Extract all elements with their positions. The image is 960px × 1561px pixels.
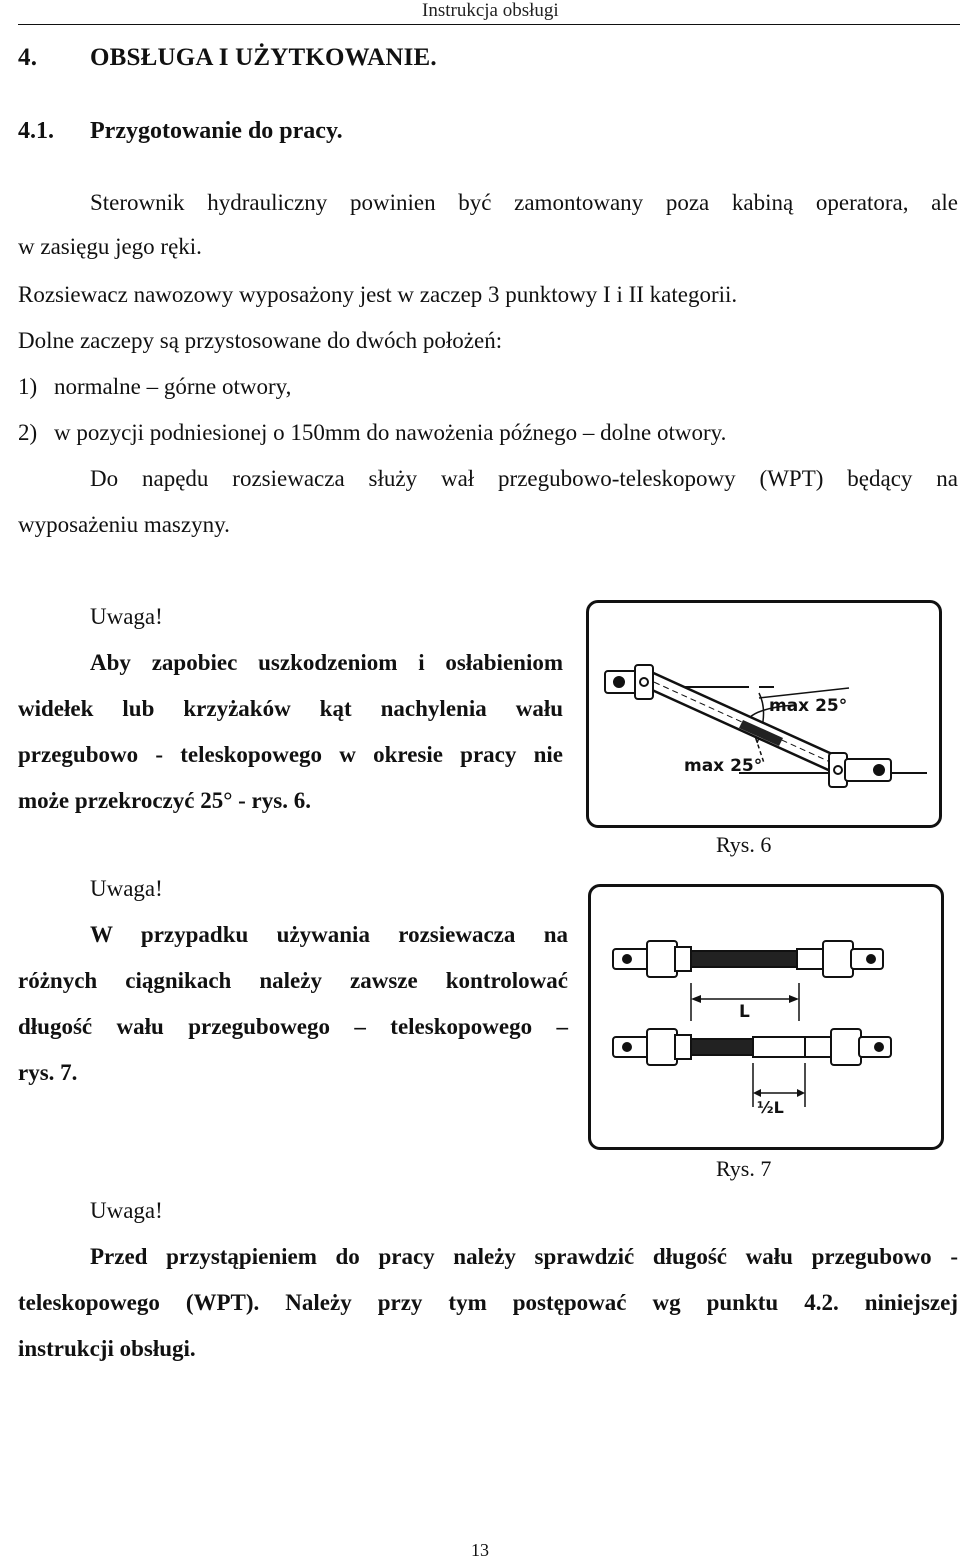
paragraph-1-line-1: Sterownik hydrauliczny powinien być zamontowany poza kabiną operatora, ale [90,190,958,215]
figure-7-frame [588,884,944,1150]
list-item-2-text: w pozycji podniesionej o 150mm do nawożenia późnego – dolne otwory. [54,420,727,445]
paragraph-1-line-2: w zasięgu jego ręki. [18,234,202,259]
left-universal-joint [605,665,653,699]
subsection-number: 4.1. [18,118,54,144]
warning-2-line-1: W przypadku używania rozsiewacza na [90,922,568,947]
warning-1-label: Uwaga! [90,604,163,629]
upper-shaft [613,941,883,977]
length-label-half-l: ½L [757,1098,784,1117]
running-header: Instrukcja obsługi [422,0,559,21]
figure-6-shaft-angle-diagram [589,603,939,825]
warning-1-line-3: przegubowo - teleskopowego w okresie pracy nie [18,742,563,767]
warning-3-line-2: teleskopowego (WPT). Należy przy tym postępować wg punktu 4.2. niniejszej [18,1290,958,1315]
figure-6-frame [586,600,942,828]
warning-1-line-4: może przekroczyć 25° - rys. 6. [18,788,311,813]
warning-1-line-1: Aby zapobiec uszkodzeniom i osłabieniom [90,650,563,675]
header-rule [18,24,960,25]
length-label-l: L [739,1002,750,1022]
warning-2-line-4: rys. 7. [18,1060,78,1085]
warning-3-line-3: instrukcji obsługi. [18,1336,196,1361]
list-item-2-marker: 2) [18,420,38,445]
figure-7-caption: Rys. 7 [716,1156,772,1181]
section-number: 4. [18,44,38,71]
paragraph-3: Dolne zaczepy są przystosowane do dwóch położeń: [18,328,503,353]
warning-2-label: Uwaga! [90,876,163,901]
figure-6-caption: Rys. 6 [716,832,772,857]
max-angle-label-bottom: max 25° [684,756,763,776]
lower-shaft [613,1029,891,1065]
warning-3-line-1: Przed przystąpieniem do pracy należy sprawdzić długość wału przegubowo - [90,1244,958,1269]
paragraph-4-line-1: Do napędu rozsiewacza służy wał przegubowo-teleskopowy (WPT) będący na [90,466,958,491]
section-title: OBSŁUGA I UŻYTKOWANIE. [90,44,437,71]
warning-3-label: Uwaga! [90,1198,163,1223]
warning-2-line-3: długość wału przegubowego – teleskopowego – [18,1014,568,1039]
paragraph-2: Rozsiewacz nawozowy wyposażony jest w zaczep 3 punktowy I i II kategorii. [18,282,738,307]
list-item-1-text: normalne – górne otwory, [54,374,292,399]
page-number: 13 [471,1540,489,1560]
right-universal-joint [829,753,891,787]
warning-1-line-2: widełek lub krzyżaków kąt nachylenia wału [18,696,563,721]
max-angle-label-top: max 25° [769,696,848,716]
warning-2-line-2: różnych ciągnikach należy zawsze kontrolować [18,968,568,993]
paragraph-4-line-2: wyposażeniu maszyny. [18,512,230,537]
list-item-1-marker: 1) [18,374,38,399]
figure-7-shaft-length-diagram [591,887,941,1147]
subsection-title: Przygotowanie do pracy. [90,118,343,144]
